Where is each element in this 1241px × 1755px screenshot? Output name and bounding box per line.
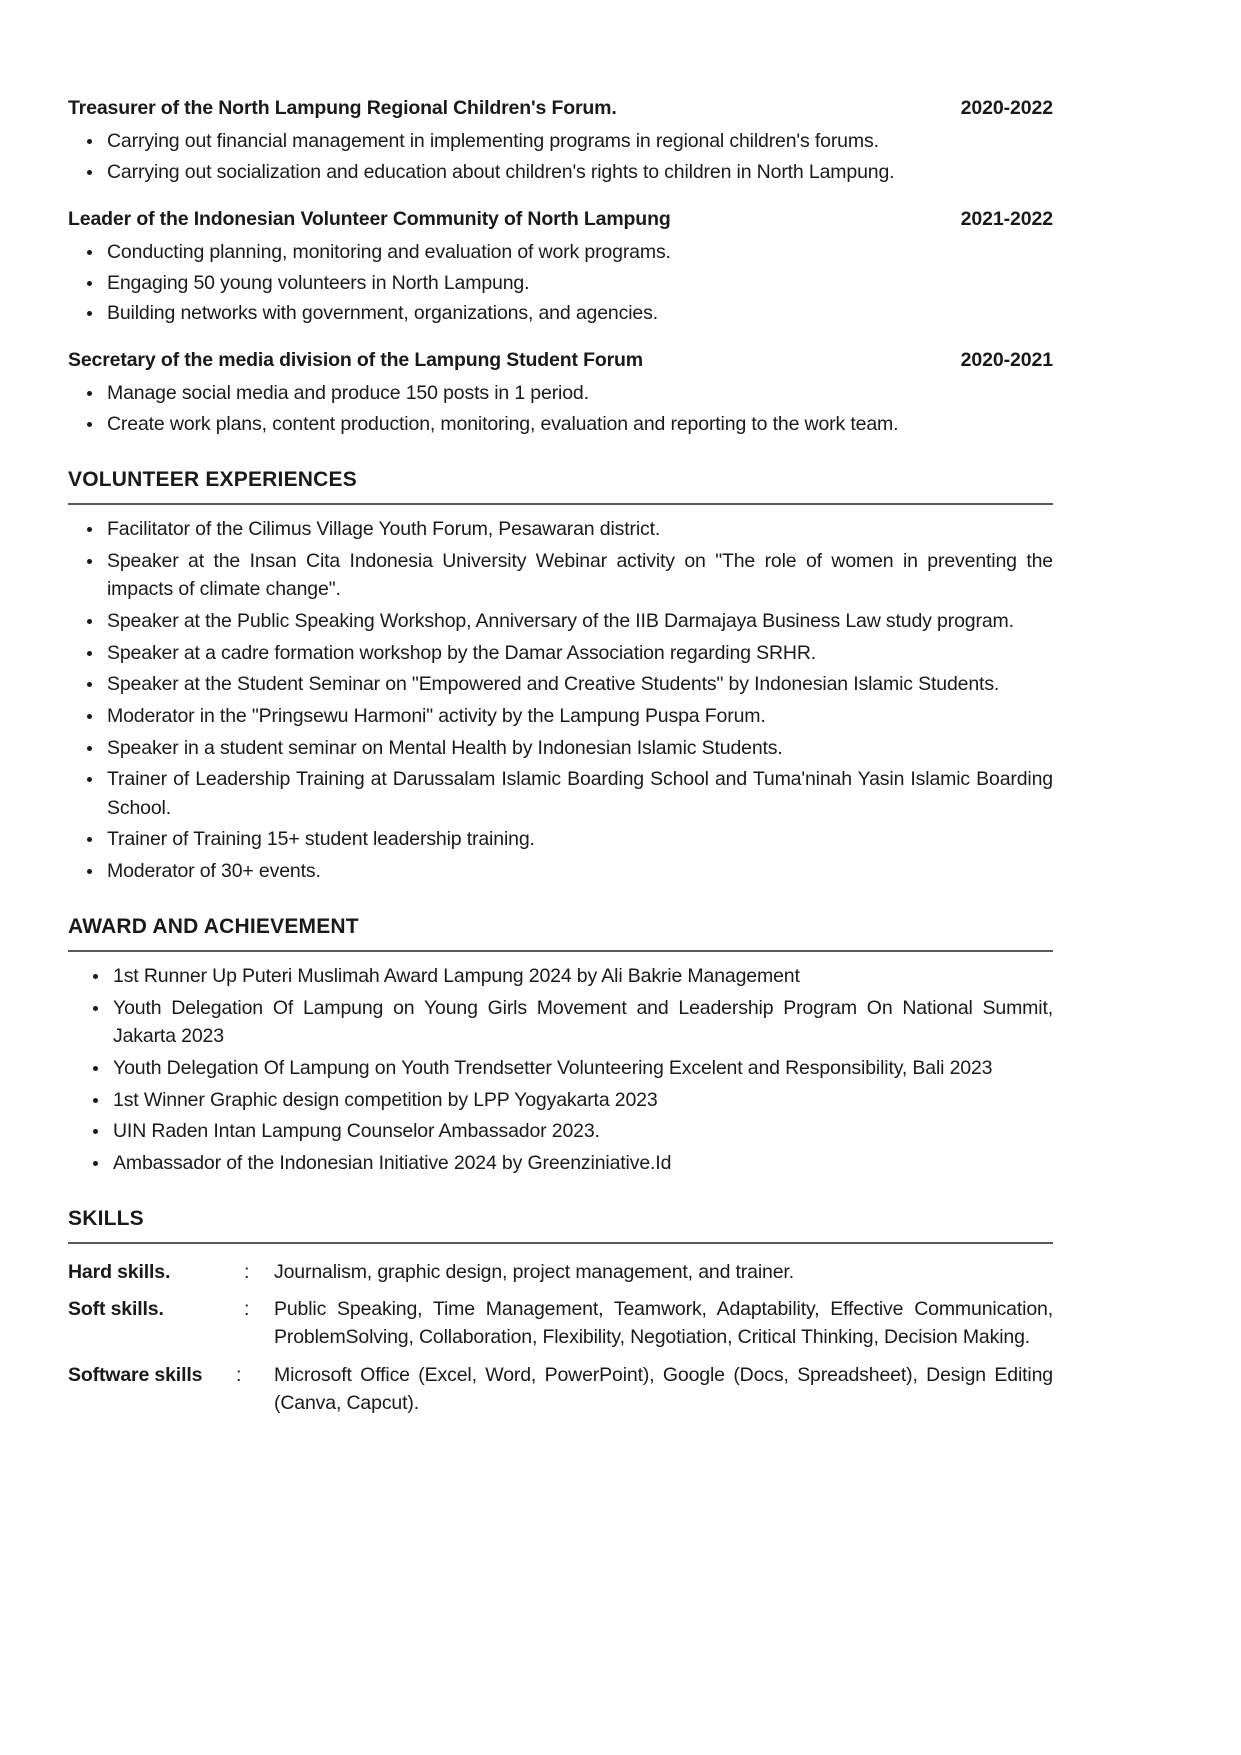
experience-entry [68, 207, 1053, 328]
experience-entry-header [68, 96, 1053, 120]
section-divider [68, 503, 1053, 505]
experience-title: Treasurer of the North Lampung Regional Children's Forum. [68, 97, 617, 119]
list-item: 1st Winner Graphic design competition by LPP Yogyakarta 2023 [68, 1086, 1053, 1115]
section-heading: SKILLS [68, 1206, 144, 1230]
experience-date: 2020-2021 [960, 349, 1053, 372]
list-item: Carrying out socialization and education about children's rights to children in North Lampung. [68, 158, 1053, 187]
experience-title: Secretary of the media division of the Lampung Student Forum [68, 349, 643, 372]
list-item: Manage social media and produce 150 posts in 1 period. [68, 379, 1053, 408]
experience-entry [68, 96, 1053, 187]
list-item: Building networks with government, organizations, and agencies. [68, 299, 1053, 328]
experience-title: Leader of the Indonesian Volunteer Community of North Lampung [68, 207, 671, 230]
list-item: Trainer of Leadership Training at Darussalam Islamic Boarding School and Tuma'ninah Yasin Islamic Boarding School. [68, 765, 1053, 822]
experience-entry-header [68, 207, 1053, 231]
skill-label: Hard skills. [68, 1260, 171, 1283]
list-item: Moderator in the "Pringsewu Harmoni" activity by the Lampung Puspa Forum. [68, 702, 1053, 731]
skill-separator: : [236, 1363, 242, 1386]
list-item: Trainer of Training 15+ student leadership training. [68, 825, 1053, 854]
resume-content [68, 96, 1053, 1426]
list-item: Speaker at the Insan Cita Indonesia University Webinar activity on "The role of women in preventing the impacts of climate change". [68, 547, 1053, 604]
skill-separator: : [244, 1260, 250, 1283]
list-item: UIN Raden Intan Lampung Counselor Ambassador 2023. [68, 1117, 1053, 1146]
list-item: Moderator of 30+ events. [68, 857, 1053, 886]
list-item: Facilitator of the Cilimus Village Youth Forum, Pesawaran district. [68, 515, 1053, 544]
table-row [68, 1258, 1053, 1295]
section-heading: AWARD AND ACHIEVEMENT [68, 914, 359, 938]
list-item: Create work plans, content production, monitoring, evaluation and reporting to the work team. [68, 410, 1053, 439]
table-row [68, 1361, 1053, 1427]
skill-value: Public Speaking, Time Management, Teamwork, Adaptability, Effective Communication, ProblemSolving, Collaboration, Flexibility, Negotiation, Critical Thinking, Decision Making. [274, 1298, 1053, 1349]
list-item: Carrying out financial management in implementing programs in regional children's forums. [68, 127, 1053, 156]
skills-section [68, 1206, 1053, 1427]
list-item: Ambassador of the Indonesian Initiative 2024 by Greenziniative.Id [68, 1149, 1053, 1178]
skill-separator: : [244, 1298, 250, 1321]
list-item: Speaker at a cadre formation workshop by the Damar Association regarding SRHR. [68, 639, 1053, 668]
award-achievement-section [68, 914, 1053, 1178]
award-list [68, 962, 1053, 1178]
skills-table [68, 1258, 1053, 1426]
volunteer-list [68, 515, 1053, 886]
experience-date: 2020-2022 [960, 97, 1053, 119]
list-item: Speaker in a student seminar on Mental Health by Indonesian Islamic Students. [68, 734, 1053, 763]
experience-bullet-list [68, 379, 1053, 438]
section-heading: VOLUNTEER EXPERIENCES [68, 467, 357, 491]
list-item: Youth Delegation Of Lampung on Youth Trendsetter Volunteering Excelent and Responsibility, Bali 2023 [68, 1054, 1053, 1083]
section-divider [68, 950, 1053, 952]
volunteer-experiences-section [68, 467, 1053, 886]
experience-bullet-list [68, 238, 1053, 328]
skill-value: Microsoft Office (Excel, Word, PowerPoint), Google (Docs, Spreadsheet), Design Editing (Canva, Capcut). [274, 1363, 1053, 1414]
list-item: Engaging 50 young volunteers in North Lampung. [68, 269, 1053, 298]
experience-entry [68, 348, 1053, 439]
list-item: Conducting planning, monitoring and evaluation of work programs. [68, 238, 1053, 267]
section-divider [68, 1242, 1053, 1244]
skill-label: Software skills [68, 1363, 203, 1386]
table-row [68, 1295, 1053, 1361]
skill-label: Soft skills. [68, 1298, 164, 1321]
experience-bullet-list [68, 127, 1053, 186]
list-item: 1st Runner Up Puteri Muslimah Award Lampung 2024 by Ali Bakrie Management [68, 962, 1053, 991]
list-item: Speaker at the Student Seminar on "Empowered and Creative Students" by Indonesian Islamic Students. [68, 670, 1053, 699]
skill-value: Journalism, graphic design, project management, and trainer. [274, 1260, 794, 1283]
experience-date: 2021-2022 [960, 207, 1053, 230]
experience-entry-header [68, 348, 1053, 372]
list-item: Speaker at the Public Speaking Workshop, Anniversary of the IIB Darmajaya Business Law study program. [68, 607, 1053, 636]
list-item: Youth Delegation Of Lampung on Young Girls Movement and Leadership Program On National Summit, Jakarta 2023 [68, 994, 1053, 1051]
